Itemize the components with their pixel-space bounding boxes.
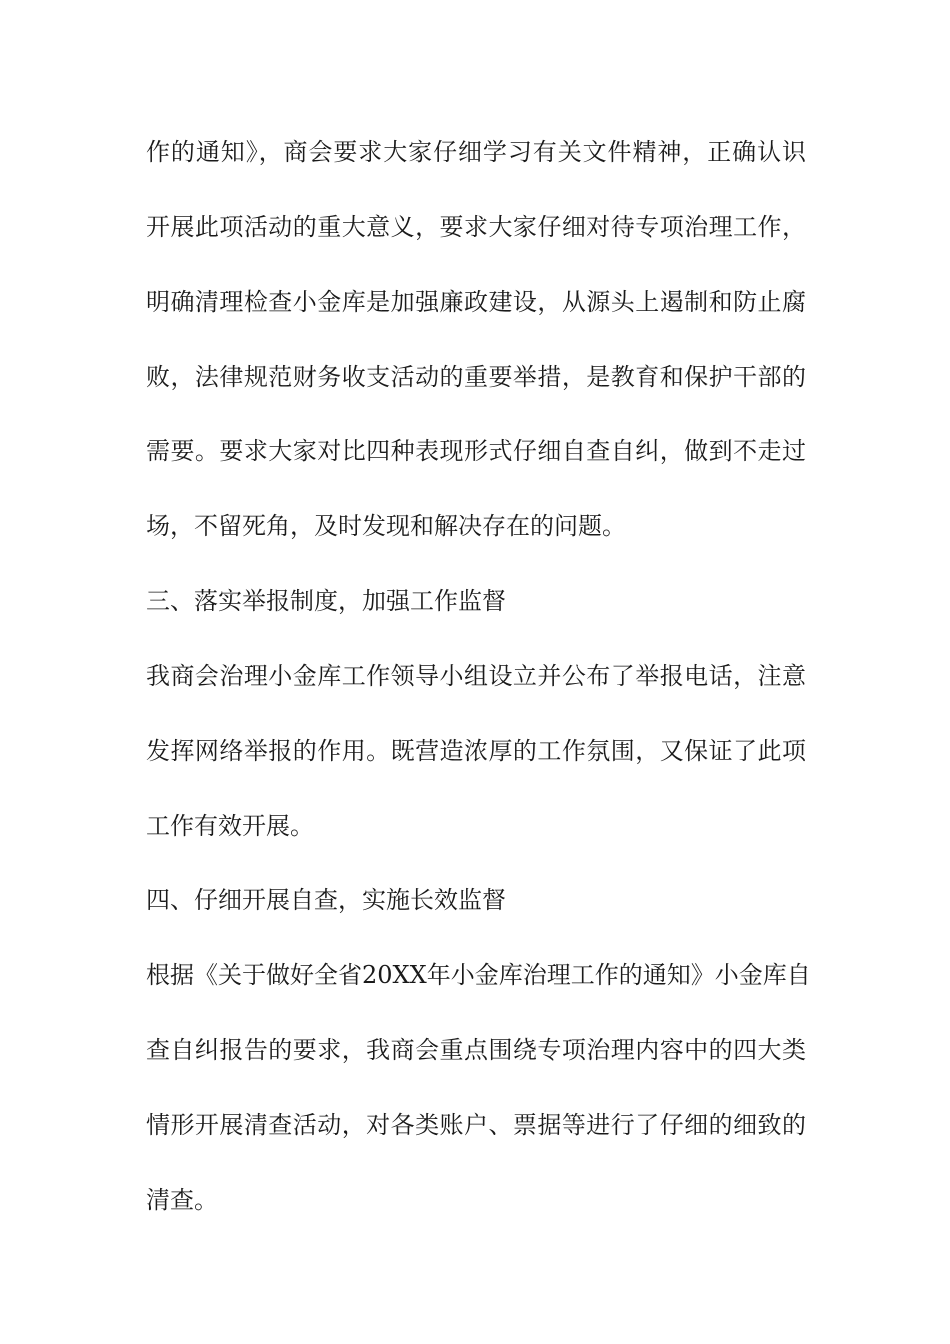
paragraph-line: 我商会治理小金库工作领导小组设立并公布了举报电话，注意 xyxy=(146,662,806,690)
paragraph-line: 明确清理检查小金库是加强廉政建设，从源头上遏制和防止腐 xyxy=(146,288,806,316)
paragraph-line: 根据《关于做好全省20XX年小金库治理工作的通知》小金库自 xyxy=(146,961,811,989)
paragraph-line: 作的通知》，商会要求大家仔细学习有关文件精神，正确认识 xyxy=(146,138,806,166)
paragraph-line: 发挥网络举报的作用。既营造浓厚的工作氛围，又保证了此项 xyxy=(146,737,806,765)
paragraph-line: 查自纠报告的要求，我商会重点围绕专项治理内容中的四大类 xyxy=(146,1036,806,1064)
paragraph-line: 情形开展清查活动，对各类账户、票据等进行了仔细的细致的 xyxy=(146,1111,806,1139)
paragraph-line: 场，不留死角，及时发现和解决存在的问题。 xyxy=(146,512,626,540)
paragraph-line: 开展此项活动的重大意义，要求大家仔细对待专项治理工作， xyxy=(146,213,806,241)
paragraph-line: 工作有效开展。 xyxy=(146,812,314,840)
paragraph-line: 需要。要求大家对比四种表现形式仔细自查自纠，做到不走过 xyxy=(146,437,806,465)
paragraph-line: 清查。 xyxy=(146,1186,218,1214)
paragraph-line: 败，法律规范财务收支活动的重要举措，是教育和保护干部的 xyxy=(146,363,806,391)
section-heading: 四、仔细开展自查，实施长效监督 xyxy=(146,886,506,914)
section-heading: 三、落实举报制度，加强工作监督 xyxy=(146,587,506,615)
